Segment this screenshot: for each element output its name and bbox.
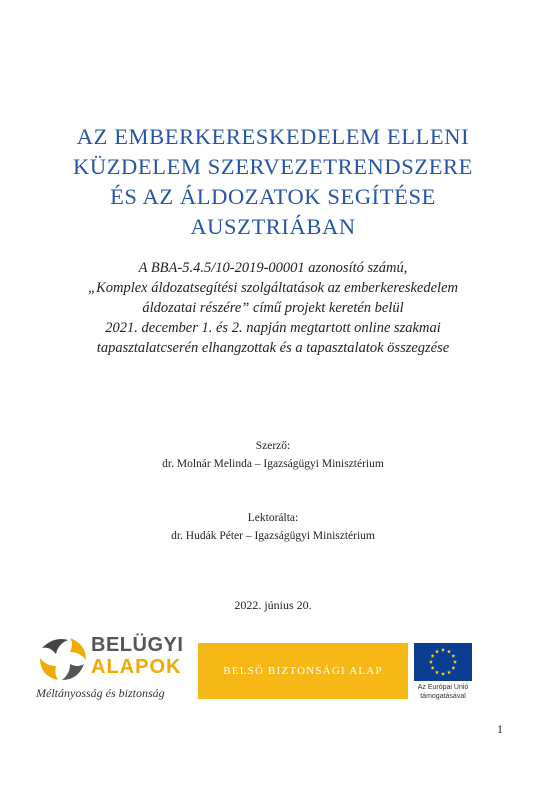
subtitle-line: A BBA-5.4.5/10-2019-00001 azonosító számú, (138, 260, 408, 276)
document-date: 2022. június 20. (234, 598, 312, 612)
eu-caption (400, 683, 486, 701)
eu-star-icon (431, 666, 435, 670)
reviewer-name: dr. Hudák Péter – Igazságügyi Minisztérium (171, 530, 375, 542)
eu-star-icon (451, 654, 455, 658)
eu-star-icon (435, 670, 439, 674)
eu-star-icon (453, 660, 457, 664)
eu-star-icon (429, 660, 433, 664)
logo-line1: BELÜGYI (91, 634, 184, 656)
eu-star-icon (441, 672, 445, 676)
subtitle-line: áldozatai részére” című projekt keretén belül (142, 300, 404, 316)
eu-caption-line2: támogatásával (420, 693, 466, 700)
title-line: KÜZDELEM SZERVEZETRENDSZERE (73, 154, 473, 179)
reviewer-block (0, 509, 546, 545)
logo-line2: ALAPOK (91, 656, 182, 678)
fund-label: BELSŐ BIZTONSÁGI ALAP (223, 665, 383, 677)
reviewer-label: Lektorálta: (247, 512, 299, 524)
eu-caption-line1: Az Európai Unió (417, 684, 469, 691)
author-block (0, 437, 546, 473)
eu-star-icon (447, 649, 451, 653)
author-label: Szerző: (255, 440, 291, 452)
title-line: AZ EMBERKERESKEDELEM ELLENI (76, 124, 470, 149)
internal-security-fund-banner (198, 643, 408, 699)
eu-star-icon (447, 670, 451, 674)
subtitle-line: 2021. december 1. és 2. napján megtartott online szakmai (105, 320, 441, 336)
eu-star-icon (441, 648, 445, 652)
document-subtitle (0, 258, 546, 358)
subtitle-line: tapasztalatcserén elhangzottak és a tapasztalatok összegzése (96, 340, 450, 356)
logo-motto: Méltányosság és biztonság (36, 686, 165, 700)
eu-flag-icon (414, 643, 472, 681)
document-title (0, 122, 546, 242)
page-number: 1 (497, 722, 503, 736)
author-name: dr. Molnár Melinda – Igazságügyi Minisztérium (162, 458, 384, 470)
title-line: ÉS AZ ÁLDOZATOK SEGÍTÉSE (110, 184, 436, 209)
subtitle-line: „Komplex áldozatsegítési szolgáltatások az emberkereskedelem (88, 280, 458, 296)
title-line: AUSZTRIÁBAN (190, 214, 356, 239)
belugyi-alapok-logo (36, 634, 196, 704)
eu-star-icon (451, 666, 455, 670)
eu-star-icon (435, 649, 439, 653)
eu-star-icon (431, 654, 435, 658)
belugyi-alapok-logo-icon (36, 634, 90, 684)
